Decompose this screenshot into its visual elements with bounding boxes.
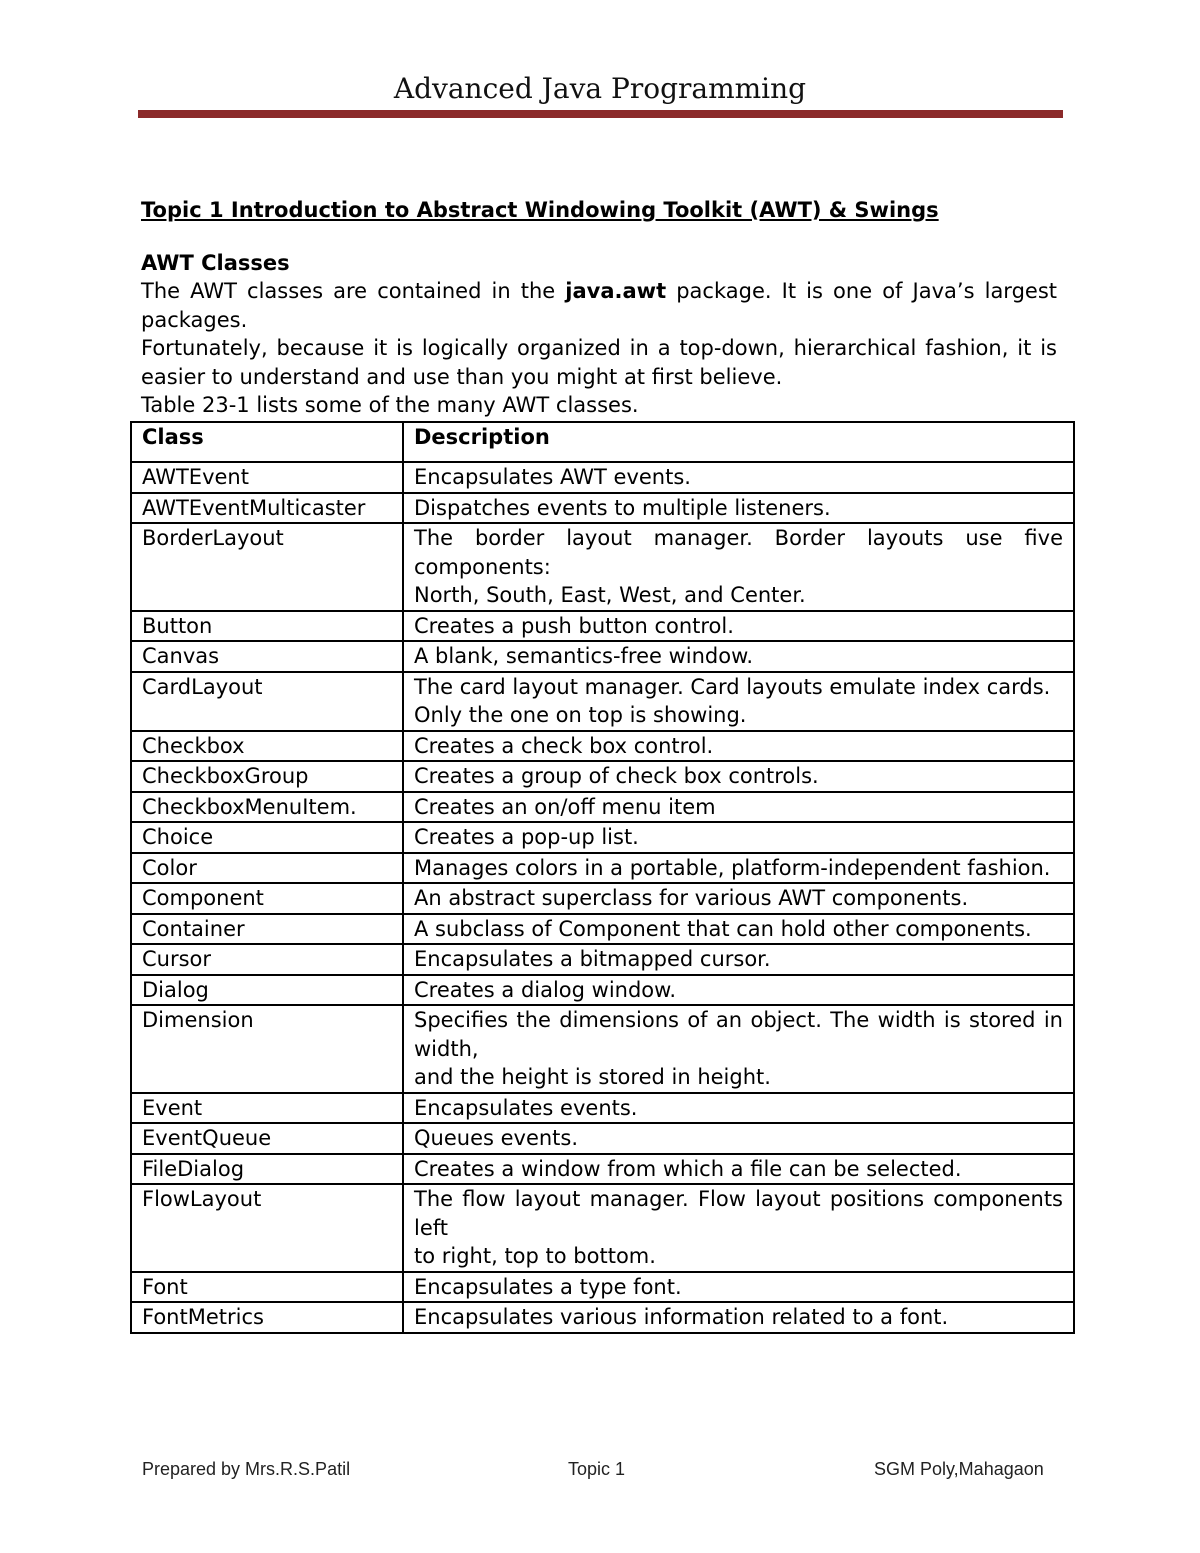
table-row [131, 914, 1074, 945]
class-name-cell: CardLayout [131, 672, 403, 731]
class-name-cell: FontMetrics [131, 1302, 403, 1333]
table-row [131, 1272, 1074, 1303]
description-line: A subclass of Component that can hold other components. [414, 916, 1032, 941]
class-name-cell: CheckboxMenuItem. [131, 792, 403, 823]
description-cell [403, 611, 1074, 642]
description-line: Encapsulates a bitmapped cursor. [414, 947, 771, 971]
section-heading: AWT Classes [141, 250, 290, 275]
description-line: Creates a dialog window. [414, 977, 677, 1002]
package-name: java.awt [565, 279, 667, 303]
class-name-cell: Component [131, 883, 403, 914]
description-line: Dispatches events to multiple listeners. [414, 495, 831, 520]
description-line: Encapsulates various information related to a font. [414, 1305, 949, 1329]
description-cell [403, 1272, 1074, 1303]
class-name-cell: BorderLayout [131, 523, 403, 611]
footer-author: Prepared by Mrs.R.S.Patil [142, 1459, 351, 1479]
description-line: Creates an on/off menu item [414, 794, 716, 819]
awt-classes-table [130, 421, 1075, 1334]
class-name-cell: AWTEventMulticaster [131, 493, 403, 524]
table-row [131, 853, 1074, 884]
description-cell [403, 462, 1074, 493]
description-line: to right, top to bottom. [414, 1244, 656, 1268]
topic-title: Topic 1 Introduction to Abstract Windowing Toolkit (AWT) & Swings [141, 198, 939, 222]
table-row [131, 792, 1074, 823]
table-caption: Table 23-1 lists some of the many AWT classes. [141, 393, 639, 417]
description-cell [403, 493, 1074, 524]
table-row [131, 1154, 1074, 1185]
footer-institution: SGM Poly,Mahagaon [874, 1459, 1044, 1479]
description-cell [403, 944, 1074, 975]
description-line: Encapsulates a type font. [414, 1274, 682, 1299]
table-header-row [131, 422, 1074, 462]
table-row [131, 761, 1074, 792]
intro-text-after: package. It is one of Java’s largest packages. [141, 279, 1058, 332]
description-line: The flow layout manager. Flow layout positions components left [414, 1187, 1063, 1240]
description-line: Creates a pop-up list. [414, 825, 639, 849]
description-line: The card layout manager. Card layouts emulate index cards. [414, 674, 1051, 699]
class-name-cell: CheckboxGroup [131, 761, 403, 792]
class-name-cell: Dimension [131, 1005, 403, 1093]
description-cell [403, 1093, 1074, 1124]
description-cell [403, 822, 1074, 853]
table-row [131, 822, 1074, 853]
description-line: and the height is stored in height. [414, 1065, 771, 1089]
table-row [131, 641, 1074, 672]
table-row [131, 731, 1074, 762]
class-name-cell: Container [131, 914, 403, 945]
class-name-cell: Cursor [131, 944, 403, 975]
header-rule [138, 110, 1063, 118]
description-line: An abstract superclass for various AWT components. [414, 886, 969, 910]
class-name-cell: FlowLayout [131, 1184, 403, 1272]
description-line: Queues events. [414, 1126, 579, 1150]
description-cell [403, 523, 1074, 611]
document-body [141, 196, 1057, 420]
table-row [131, 523, 1074, 611]
column-header-description: Description [403, 422, 1074, 462]
table-row [131, 462, 1074, 493]
description-cell [403, 1123, 1074, 1154]
description-cell [403, 1154, 1074, 1185]
table-row [131, 883, 1074, 914]
table-row [131, 611, 1074, 642]
class-name-cell: Event [131, 1093, 403, 1124]
description-cell [403, 975, 1074, 1006]
table-row [131, 1184, 1074, 1272]
description-line: Creates a group of check box controls. [414, 764, 819, 788]
class-name-cell: Checkbox [131, 731, 403, 762]
description-cell [403, 672, 1074, 731]
description-line: Only the one on top is showing. [414, 703, 747, 727]
description-cell [403, 761, 1074, 792]
description-line: Creates a push button control. [414, 613, 734, 638]
description-cell [403, 792, 1074, 823]
table-row [131, 1093, 1074, 1124]
description-line: Encapsulates AWT events. [414, 465, 691, 489]
description-cell [403, 1005, 1074, 1093]
description-line: Specifies the dimensions of an object. The width is stored in width, [414, 1008, 1063, 1061]
intro-text-before: The AWT classes are contained in the [141, 279, 566, 303]
table-row [131, 944, 1074, 975]
description-cell [403, 1302, 1074, 1333]
description-line: North, South, East, West, and Center. [414, 583, 806, 607]
footer-topic: Topic 1 [568, 1459, 626, 1479]
intro-paragraph [141, 277, 1057, 334]
table-row [131, 1302, 1074, 1333]
description-line: The border layout manager. Border layouts use five components: [414, 526, 1063, 579]
description-cell [403, 731, 1074, 762]
class-name-cell: Dialog [131, 975, 403, 1006]
table-row [131, 493, 1074, 524]
organization-paragraph: Fortunately, because it is logically organized in a top-down, hierarchical fashion, it is easier to understand and use than you might at first believe. [141, 336, 1057, 389]
table-row [131, 1005, 1074, 1093]
description-cell [403, 1184, 1074, 1272]
description-cell [403, 853, 1074, 884]
class-name-cell: Choice [131, 822, 403, 853]
class-name-cell: Font [131, 1272, 403, 1303]
class-name-cell: EventQueue [131, 1123, 403, 1154]
description-line: Creates a check box control. [414, 733, 714, 758]
class-name-cell: Color [131, 853, 403, 884]
table-body [131, 462, 1074, 1333]
class-name-cell: AWTEvent [131, 462, 403, 493]
table-row [131, 672, 1074, 731]
description-cell [403, 914, 1074, 945]
description-line: Manages colors in a portable, platform-independent fashion. [414, 855, 1051, 880]
description-line: A blank, semantics-free window. [414, 644, 754, 668]
description-cell [403, 641, 1074, 672]
page-header-title: Advanced Java Programming [393, 72, 807, 105]
column-header-class: Class [131, 422, 403, 462]
header-rule-bar [138, 110, 1063, 118]
description-line: Creates a window from which a file can be selected. [414, 1156, 962, 1181]
class-name-cell: Button [131, 611, 403, 642]
description-line: Encapsulates events. [414, 1095, 638, 1120]
table-row [131, 1123, 1074, 1154]
table-row [131, 975, 1074, 1006]
description-cell [403, 883, 1074, 914]
class-name-cell: Canvas [131, 641, 403, 672]
class-name-cell: FileDialog [131, 1154, 403, 1185]
